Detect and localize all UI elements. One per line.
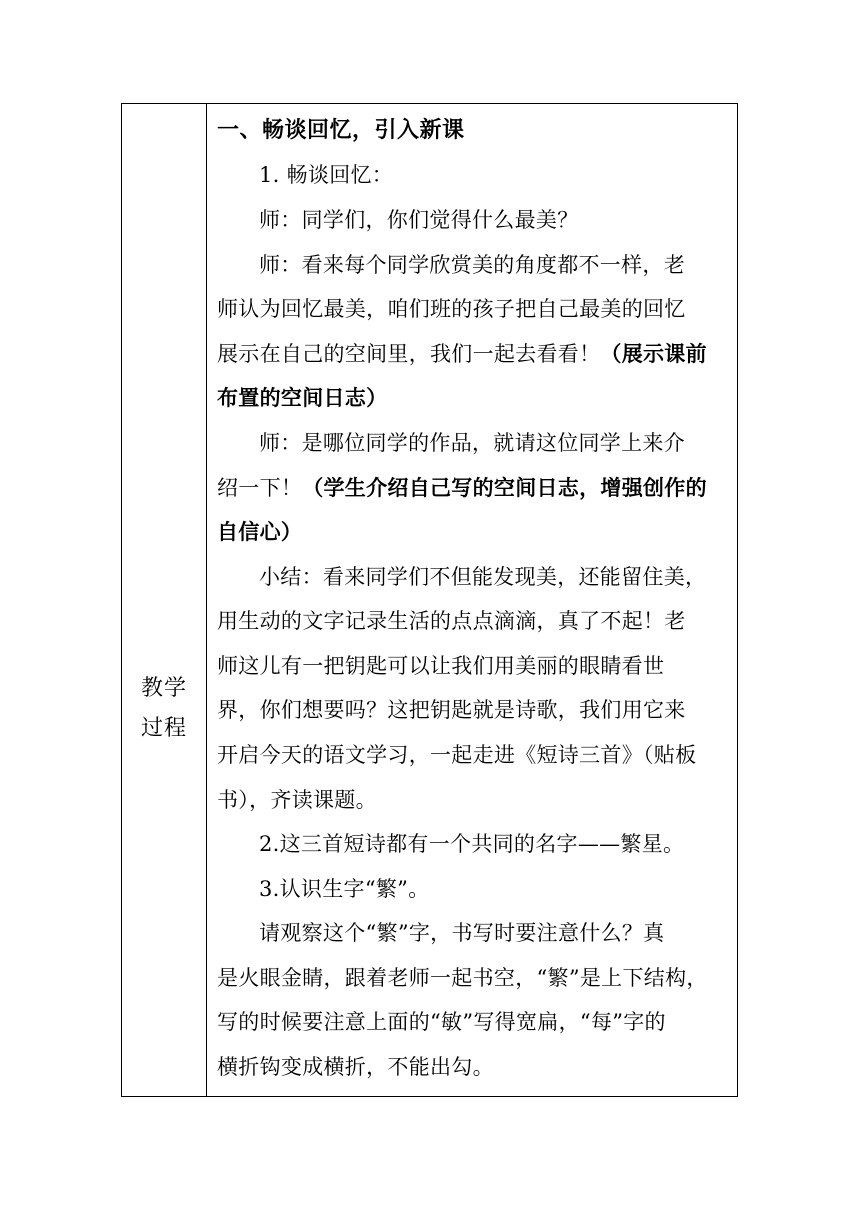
paragraph-line: 书），齐读课题。 [217, 788, 377, 812]
paragraph-line: 开启今天的语文学习，一起走进《短诗三首》（贴板 [217, 743, 697, 767]
activity-note: （展示课前 [600, 342, 707, 366]
paragraph-line: 师认为回忆最美，咱们班的孩子把自己最美的回忆 [217, 297, 686, 321]
lesson-plan-table [121, 103, 738, 1097]
paragraph-line: 写的时候要注意上面的“敏”写得宽扁，“每”字的 [217, 1010, 666, 1034]
paragraph-line: 是火眼金睛，跟着老师一起书空，“繁”是上下结构， [217, 966, 708, 990]
paragraph-line [217, 334, 730, 374]
paragraph-line: 师：看来每个同学欣赏美的角度都不一样，老 [259, 253, 685, 277]
paragraph-line: 横折钩变成横折，不能出勾。 [217, 1055, 494, 1079]
paragraph-line: 小结：看来同学们不但能发现美，还能留住美， [259, 565, 707, 589]
list-item: 1. 畅谈回忆： [259, 163, 394, 187]
row-label-line: 过程 [140, 716, 187, 741]
paragraph-line: 界，你们想要吗？这把钥匙就是诗歌，我们用它来 [217, 698, 686, 722]
paragraph-line [217, 468, 730, 508]
paragraph-line: 师：是哪位同学的作品，就请这位同学上来介 [259, 431, 685, 455]
row-label [136, 669, 192, 749]
paragraph-line: 用生动的文字记录生活的点点滴滴，真了不起！老 [217, 609, 686, 633]
teaching-process-cell [207, 104, 737, 1096]
activity-note: （学生介绍自己写的空间日志，增强创作的 [302, 476, 707, 500]
paragraph-text: 展示在自己的空间里，我们一起去看看！ [217, 342, 601, 366]
paragraph-line: 请观察这个“繁”字，书写时要注意什么？真 [259, 921, 665, 945]
paragraph-text: 绍一下！ [217, 476, 303, 500]
paragraph-line: 师这儿有一把钥匙可以让我们用美丽的眼睛看世 [217, 654, 665, 678]
row-label-line: 教学 [140, 676, 187, 701]
list-item: 3.认识生字“繁”。 [259, 877, 430, 901]
activity-note: 布置的空间日志） [217, 386, 388, 410]
list-item: 2.这三首短诗都有一个共同的名字——繁星。 [259, 832, 685, 856]
row-label-cell [122, 104, 207, 1096]
section-heading: 一、畅谈回忆，引入新课 [217, 118, 465, 143]
activity-note: 自信心） [217, 520, 303, 544]
paragraph-line: 师：同学们，你们觉得什么最美？ [259, 208, 579, 232]
